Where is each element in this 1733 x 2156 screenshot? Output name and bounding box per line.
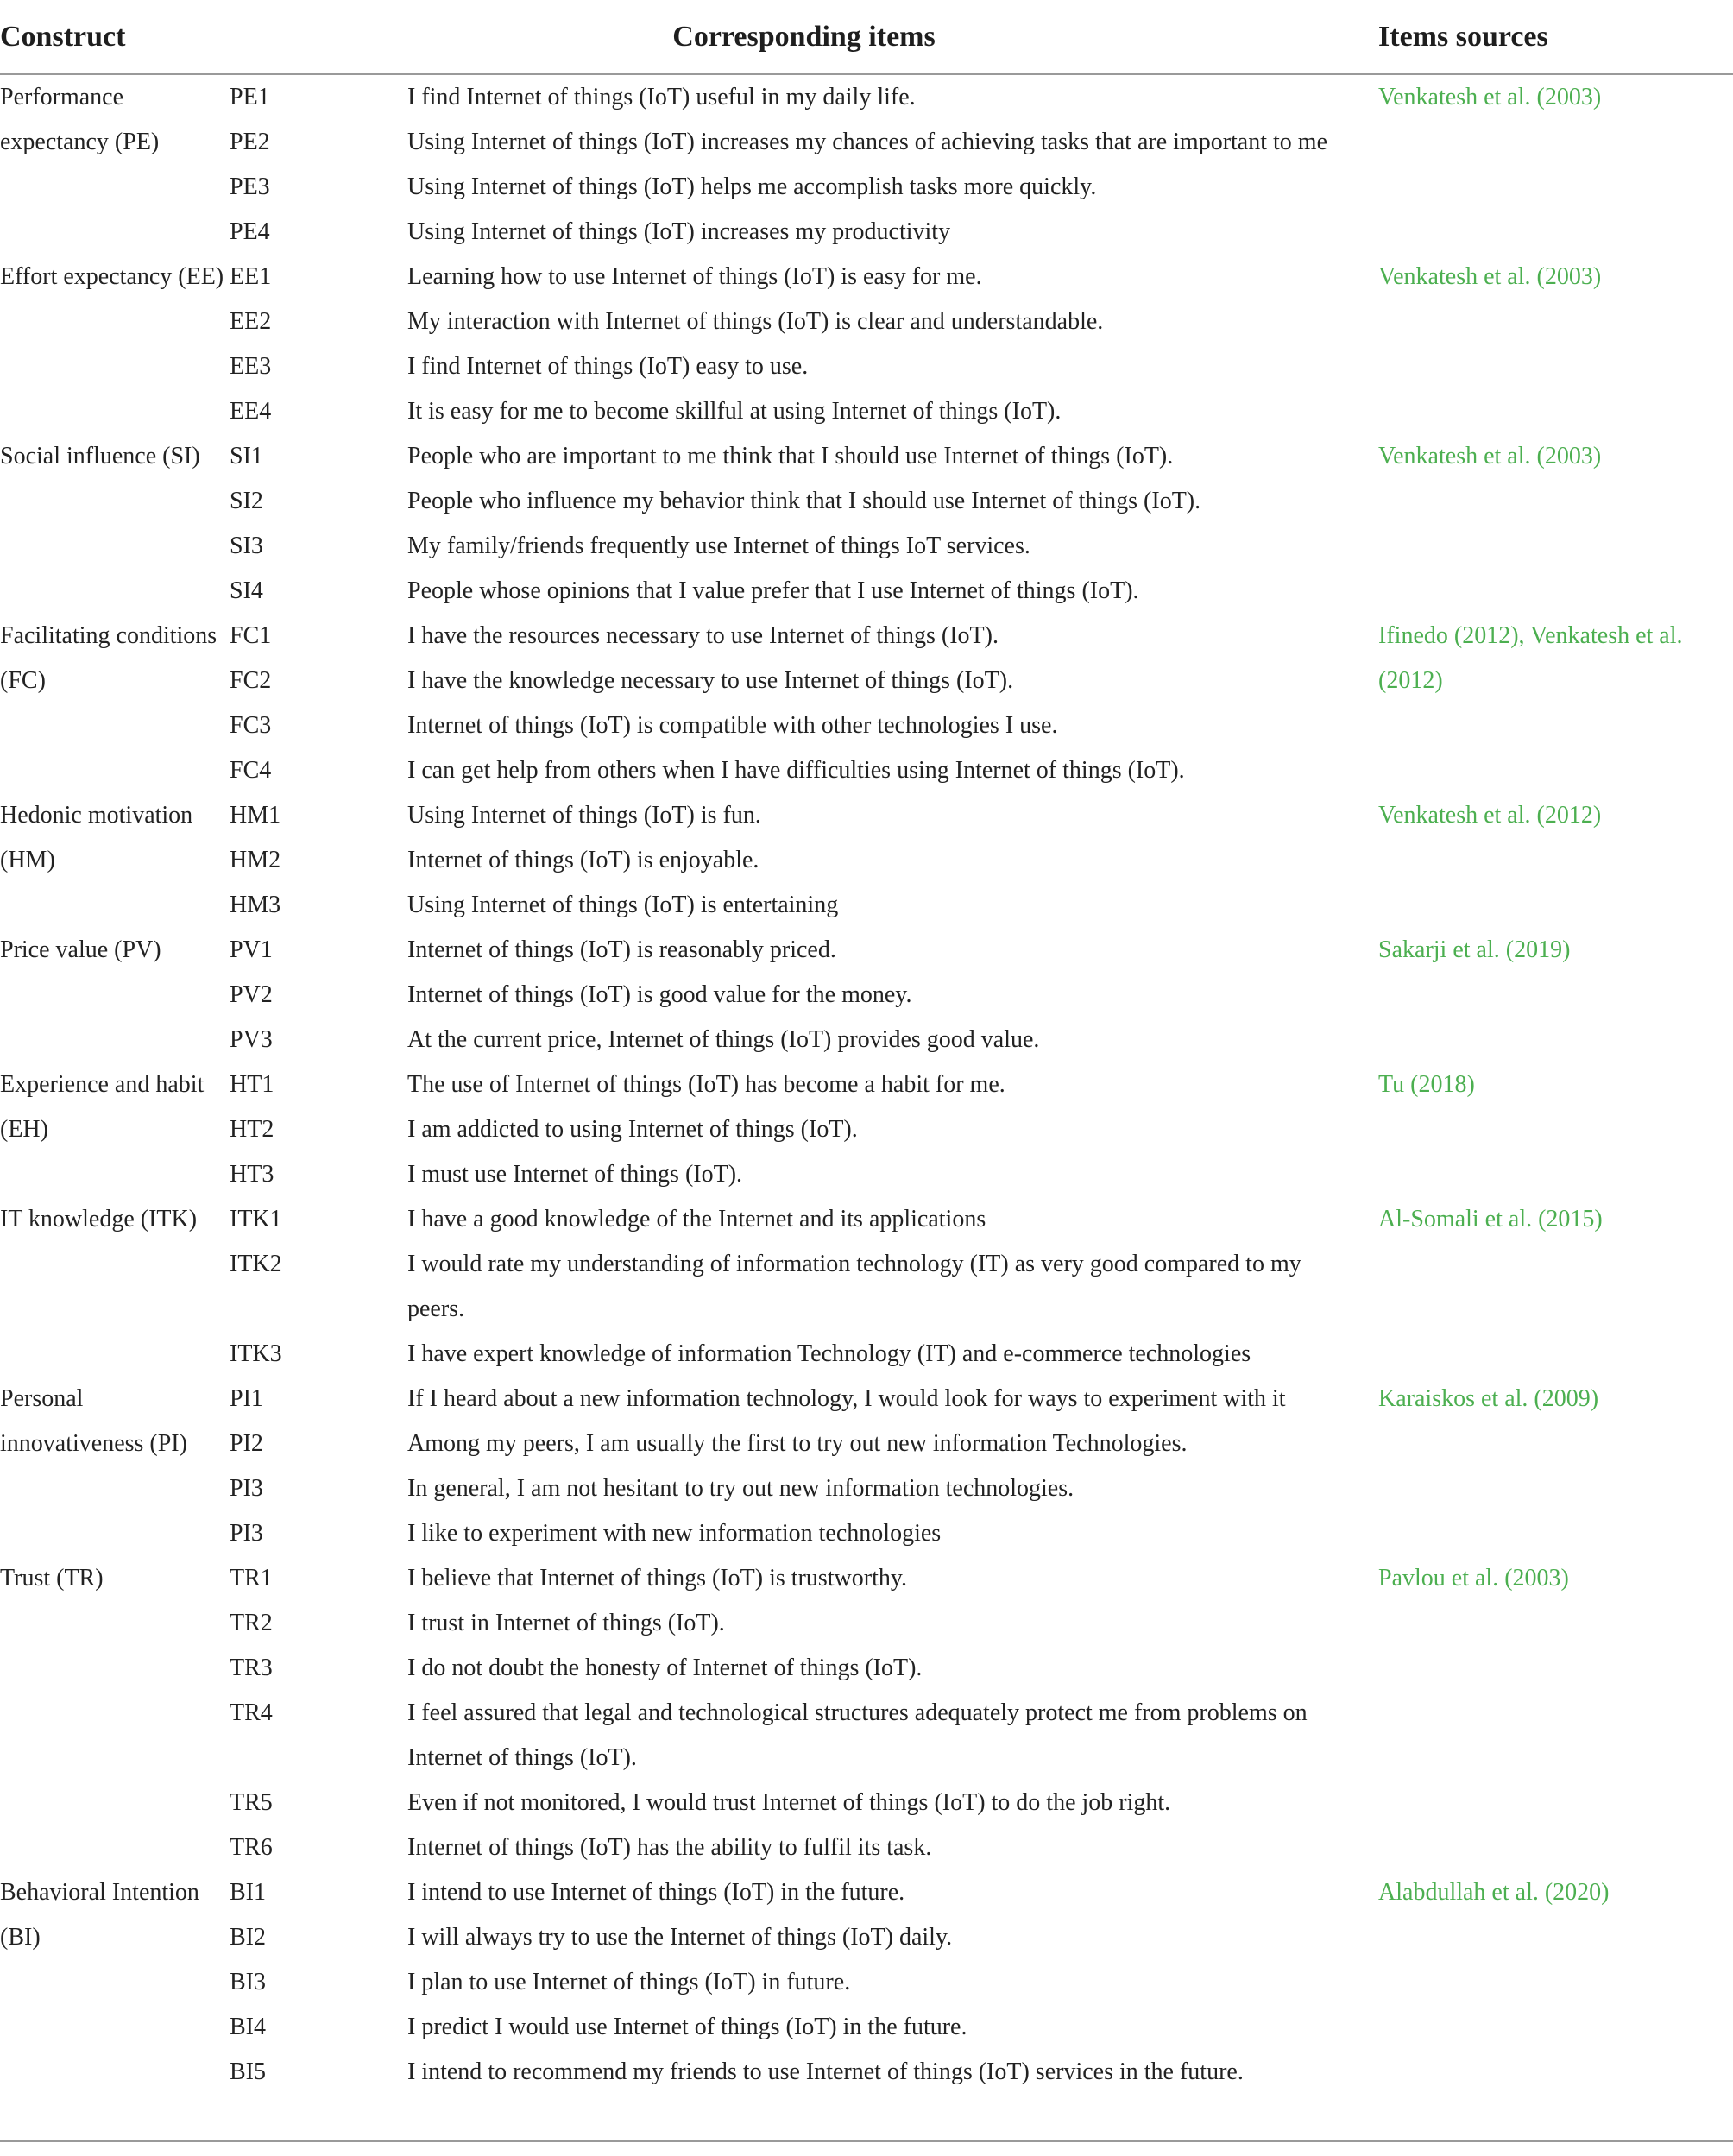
item-text: I can get help from others when I have difficulties using Internet of things (IoT). — [407, 757, 1185, 784]
item-text: People who are important to me think that I should use Internet of things (IoT). — [407, 443, 1174, 470]
item-text: Internet of things (IoT) is good value for the money. — [407, 981, 912, 1008]
source-cell: Venkatesh et al. (2003) — [1378, 443, 1602, 470]
item-code: TR3 — [230, 1655, 273, 1681]
item-text: Using Internet of things (IoT) is fun. — [407, 802, 761, 829]
item-text: I have expert knowledge of information Technology (IT) and e-commerce technologies — [407, 1340, 1251, 1367]
item-text: If I heard about a new information technology, I would look for ways to experiment with it — [407, 1385, 1286, 1412]
item-text: I am addicted to using Internet of things (IoT). — [407, 1116, 858, 1143]
item-text: People whose opinions that I value prefer that I use Internet of things (IoT). — [407, 577, 1139, 604]
item-code: PE4 — [230, 218, 270, 245]
table-row — [0, 74, 1733, 120]
construct-cell: IT knowledge (ITK) — [0, 1206, 198, 1232]
item-text: I have the resources necessary to use Internet of things (IoT). — [407, 622, 999, 649]
item-text: I must use Internet of things (IoT). — [407, 1161, 743, 1188]
item-text: Using Internet of things (IoT) helps me accomplish tasks more quickly. — [407, 173, 1097, 200]
construct-cell: Effort expectancy (EE) — [0, 263, 224, 290]
item-text: Internet of things (IoT) is compatible with other technologies I use. — [407, 712, 1058, 739]
source-cell: Karaiskos et al. (2009) — [1378, 1385, 1599, 1412]
source-cell: Ifinedo (2012), Venkatesh et al. (2012) — [1378, 622, 1683, 694]
header-sources: Items sources — [1378, 0, 1733, 74]
item-text: Learning how to use Internet of things (IoT) is easy for me. — [407, 263, 982, 290]
source-cell: Venkatesh et al. (2003) — [1378, 263, 1602, 290]
item-text: Internet of things (IoT) has the ability to fulfil its task. — [407, 1834, 932, 1861]
item-code: ITK1 — [230, 1206, 282, 1232]
item-code: PI3 — [230, 1520, 263, 1547]
table-row — [0, 1870, 1733, 1915]
item-code: PI2 — [230, 1430, 263, 1457]
table-row — [0, 434, 1733, 479]
item-code: TR4 — [230, 1699, 273, 1726]
table-row — [0, 1062, 1733, 1107]
item-code: BI2 — [230, 1924, 266, 1951]
item-code: BI3 — [230, 1969, 266, 1995]
item-code: HT1 — [230, 1071, 274, 1098]
item-code: SI2 — [230, 488, 263, 514]
item-code: FC2 — [230, 667, 272, 694]
item-code: SI1 — [230, 443, 263, 470]
item-code: PE3 — [230, 173, 270, 200]
item-code: BI1 — [230, 1879, 266, 1906]
item-code: EE1 — [230, 263, 272, 290]
table-row — [0, 793, 1733, 838]
table-row — [0, 255, 1733, 299]
item-text: Internet of things (IoT) is enjoyable. — [407, 847, 759, 873]
table-row — [0, 1377, 1733, 1422]
construct-cell: Personal innovativeness (PI) — [0, 1385, 187, 1457]
source-cell: Venkatesh et al. (2003) — [1378, 84, 1602, 110]
item-code: HM1 — [230, 802, 281, 829]
item-text: I feel assured that legal and technological structures adequately protect me from problems on Internet of things (IoT). — [407, 1699, 1308, 1771]
item-code: ITK3 — [230, 1340, 282, 1367]
source-cell: Pavlou et al. (2003) — [1378, 1565, 1569, 1592]
item-text: I have the knowledge necessary to use Internet of things (IoT). — [407, 667, 1014, 694]
item-text: I do not doubt the honesty of Internet of things (IoT). — [407, 1655, 923, 1681]
item-text: I intend to recommend my friends to use Internet of things (IoT) services in the future. — [407, 2058, 1244, 2085]
table-row — [0, 1197, 1733, 1242]
item-code: EE4 — [230, 398, 272, 425]
item-text: I like to experiment with new information technologies — [407, 1520, 942, 1547]
construct-cell: Facilitating conditions (FC) — [0, 622, 217, 694]
item-text: I trust in Internet of things (IoT). — [407, 1610, 725, 1636]
item-text: Using Internet of things (IoT) increases my chances of achieving tasks that are important to me — [407, 129, 1327, 155]
item-text: Internet of things (IoT) is reasonably priced. — [407, 936, 836, 963]
item-code: HT3 — [230, 1161, 274, 1188]
source-cell: Alabdullah et al. (2020) — [1378, 1879, 1610, 1906]
item-text: I intend to use Internet of things (IoT) in the future. — [407, 1879, 905, 1906]
source-cell: Al-Somali et al. (2015) — [1378, 1206, 1603, 1232]
item-code: PV2 — [230, 981, 273, 1008]
bottom-rule — [0, 2140, 1733, 2142]
source-cell: Sakarji et al. (2019) — [1378, 936, 1571, 963]
item-text: I would rate my understanding of information technology (IT) as very good compared to my peers. — [407, 1251, 1301, 1322]
construct-cell: Price value (PV) — [0, 936, 161, 963]
item-code: SI3 — [230, 533, 263, 559]
item-code: BI5 — [230, 2058, 266, 2085]
item-code: EE2 — [230, 308, 272, 335]
item-text: I will always try to use the Internet of things (IoT) daily. — [407, 1924, 953, 1951]
item-text: My family/friends frequently use Internet of things IoT services. — [407, 533, 1030, 559]
item-code: TR6 — [230, 1834, 273, 1861]
header-items: Corresponding items — [230, 0, 1378, 74]
item-text: The use of Internet of things (IoT) has become a habit for me. — [407, 1071, 1005, 1098]
header-construct: Construct — [0, 0, 230, 74]
item-text: Using Internet of things (IoT) increases my productivity — [407, 218, 951, 245]
item-code: FC3 — [230, 712, 272, 739]
item-text: Among my peers, I am usually the first to try out new information Technologies. — [407, 1430, 1188, 1457]
item-code: HM3 — [230, 892, 281, 918]
item-text: I predict I would use Internet of things (IoT) in the future. — [407, 2014, 967, 2040]
item-text: I believe that Internet of things (IoT) is trustworthy. — [407, 1565, 908, 1592]
source-cell: Tu (2018) — [1378, 1071, 1475, 1098]
item-text: Using Internet of things (IoT) is entertaining — [407, 892, 839, 918]
item-text: People who influence my behavior think that I should use Internet of things (IoT). — [407, 488, 1201, 514]
item-text: It is easy for me to become skillful at using Internet of things (IoT). — [407, 398, 1062, 425]
item-code: PI3 — [230, 1475, 263, 1502]
item-text: I find Internet of things (IoT) easy to use. — [407, 353, 809, 380]
construct-cell: Performance expectancy (PE) — [0, 84, 160, 155]
construct-cell: Experience and habit (EH) — [0, 1071, 205, 1143]
item-code: PE1 — [230, 84, 270, 110]
construct-cell: Social influence (SI) — [0, 443, 200, 470]
item-text: In general, I am not hesitant to try out new information technologies. — [407, 1475, 1074, 1502]
item-code: PE2 — [230, 129, 270, 155]
construct-cell: Behavioral Intention (BI) — [0, 1879, 199, 1951]
table-body — [0, 74, 1733, 2095]
table-row — [0, 1556, 1733, 1601]
item-text: My interaction with Internet of things (IoT) is clear and understandable. — [407, 308, 1104, 335]
item-text: I plan to use Internet of things (IoT) in future. — [407, 1969, 851, 1995]
item-text: Even if not monitored, I would trust Internet of things (IoT) to do the job right. — [407, 1789, 1171, 1816]
item-code: TR5 — [230, 1789, 273, 1816]
item-code: PV3 — [230, 1026, 273, 1053]
item-code: HT2 — [230, 1116, 274, 1143]
item-code: PI1 — [230, 1385, 263, 1412]
table-row — [0, 614, 1733, 659]
item-code: FC4 — [230, 757, 272, 784]
item-text: I find Internet of things (IoT) useful in my daily life. — [407, 84, 916, 110]
item-code: TR1 — [230, 1565, 273, 1592]
item-code: SI4 — [230, 577, 263, 604]
item-code: ITK2 — [230, 1251, 282, 1277]
item-code: TR2 — [230, 1610, 273, 1636]
construct-cell: Trust (TR) — [0, 1565, 104, 1592]
construct-cell: Hedonic motivation (HM) — [0, 802, 193, 873]
item-text: At the current price, Internet of things (IoT) provides good value. — [407, 1026, 1040, 1053]
header-row — [0, 0, 1733, 74]
item-code: EE3 — [230, 353, 272, 380]
item-code: BI4 — [230, 2014, 266, 2040]
item-code: HM2 — [230, 847, 281, 873]
item-code: PV1 — [230, 936, 273, 963]
source-cell: Venkatesh et al. (2012) — [1378, 802, 1602, 829]
item-code: FC1 — [230, 622, 272, 649]
table-row — [0, 928, 1733, 973]
item-text: I have a good knowledge of the Internet and its applications — [407, 1206, 986, 1232]
